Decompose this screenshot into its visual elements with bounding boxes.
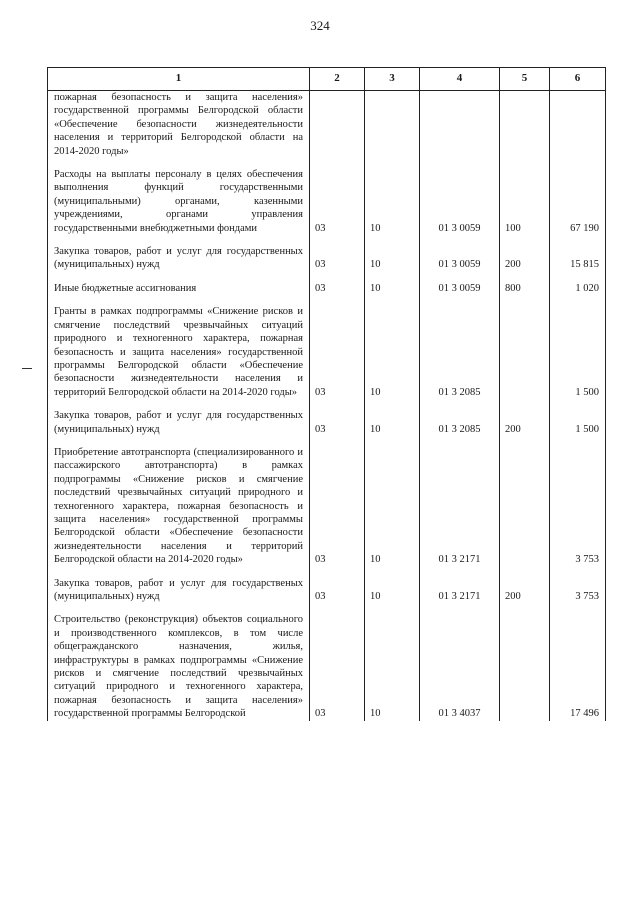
column-header: 6 <box>550 68 606 91</box>
row-description: Иные бюджетные ассигнования <box>48 282 310 295</box>
amount-value <box>550 91 606 159</box>
amount-value: 67 190 <box>550 168 606 235</box>
amount-value: 17 496 <box>550 613 606 720</box>
amount-value: 1 020 <box>550 282 606 295</box>
budget-table <box>47 67 606 721</box>
amount-value: 1 500 <box>550 305 606 399</box>
subsection-code: 10 <box>365 613 420 720</box>
table-header-row <box>48 68 606 91</box>
expense-type-code: 800 <box>500 282 550 295</box>
subsection-code: 10 <box>365 168 420 235</box>
column-header: 2 <box>310 68 365 91</box>
section-code: 03 <box>310 305 365 399</box>
table-row <box>48 168 606 235</box>
subsection-code: 10 <box>365 305 420 399</box>
target-item-code: 01 3 2171 <box>420 577 500 604</box>
subsection-code: 10 <box>365 245 420 272</box>
column-header: 1 <box>48 68 310 91</box>
table-row <box>48 305 606 399</box>
margin-dash-mark <box>22 368 32 369</box>
section-code: 03 <box>310 245 365 272</box>
section-code: 03 <box>310 282 365 295</box>
expense-type-code: 200 <box>500 245 550 272</box>
page-number: 324 <box>310 18 330 33</box>
section-code: 03 <box>310 613 365 720</box>
subsection-code: 10 <box>365 409 420 436</box>
target-item-code: 01 3 0059 <box>420 245 500 272</box>
amount-value: 3 753 <box>550 446 606 567</box>
table-row <box>48 613 606 720</box>
row-description: Расходы на выплаты персоналу в целях обеспечения выполнения функций государственными (муниципальными) органами, казенными учреждениями, органами управления государственными внебюджетными фондами <box>48 168 310 235</box>
section-code <box>310 91 365 159</box>
table-row <box>48 446 606 567</box>
section-code: 03 <box>310 168 365 235</box>
column-header: 5 <box>500 68 550 91</box>
target-item-code: 01 3 2085 <box>420 305 500 399</box>
table-row <box>48 245 606 272</box>
row-description: Закупка товаров, работ и услуг для государственных (муниципальных) нужд <box>48 245 310 272</box>
expense-type-code: 100 <box>500 168 550 235</box>
expense-type-code: 200 <box>500 409 550 436</box>
target-item-code: 01 3 0059 <box>420 282 500 295</box>
section-code: 03 <box>310 446 365 567</box>
target-item-code: 01 3 4037 <box>420 613 500 720</box>
column-header: 3 <box>365 68 420 91</box>
row-description: Гранты в рамках подпрограммы «Снижение рисков и смягчение последствий чрезвычайных ситуаций природного и техногенного характера, пожарная безопасность и защита населения» государственной программы Белгородской области «Обеспечение безопасности жизнедеятельности населения и территорий Белгородской области на 2014-2020 годы» <box>48 305 310 399</box>
amount-value: 3 753 <box>550 577 606 604</box>
section-code: 03 <box>310 409 365 436</box>
target-item-code: 01 3 2085 <box>420 409 500 436</box>
target-item-code: 01 3 0059 <box>420 168 500 235</box>
expense-type-code <box>500 446 550 567</box>
subsection-code: 10 <box>365 577 420 604</box>
expense-type-code <box>500 613 550 720</box>
amount-value: 15 815 <box>550 245 606 272</box>
expense-type-code: 200 <box>500 577 550 604</box>
table-row <box>48 409 606 436</box>
table-row <box>48 577 606 604</box>
row-description: Закупка товаров, работ и услуг для государственых (муниципальных) нужд <box>48 577 310 604</box>
row-description: Приобретение автотранспорта (специализированного и пассажирского автотранспорта) в рамках подпрограммы «Снижение рисков и смягчение последствий чрезвычайных ситуаций природного и техногенного характера, пожарная безопасность и защита населения» государственной программы Белгородской области «Обеспечение безопасности жизнедеятельности населения и территорий Белгородской области на 2014-2020 годы» <box>48 446 310 567</box>
section-code: 03 <box>310 577 365 604</box>
subsection-code: 10 <box>365 446 420 567</box>
row-description: Строительство (реконструкция) объектов социального и производственного комплексов, в том числе общегражданского назначения, жилья, инфраструктуры в рамках подпрограммы «Снижение рисков и смягчение последствий чрезвычайных ситуаций природного и техногенного характера, пожарная безопасность и защита населения» государственной программы Белгородской <box>48 613 310 720</box>
target-item-code: 01 3 2171 <box>420 446 500 567</box>
row-description: Закупка товаров, работ и услуг для государственных (муниципальных) нужд <box>48 409 310 436</box>
expense-type-code <box>500 91 550 159</box>
target-item-code <box>420 91 500 159</box>
table-row <box>48 91 606 159</box>
column-header: 4 <box>420 68 500 91</box>
amount-value: 1 500 <box>550 409 606 436</box>
row-description: пожарная безопасность и защита населения» государственной программы Белгородской области «Обеспечение безопасности жизнедеятельности населения и территорий Белгородской области на 2014-2020 годы» <box>48 91 310 159</box>
expense-type-code <box>500 305 550 399</box>
subsection-code: 10 <box>365 282 420 295</box>
table-row <box>48 282 606 295</box>
subsection-code <box>365 91 420 159</box>
